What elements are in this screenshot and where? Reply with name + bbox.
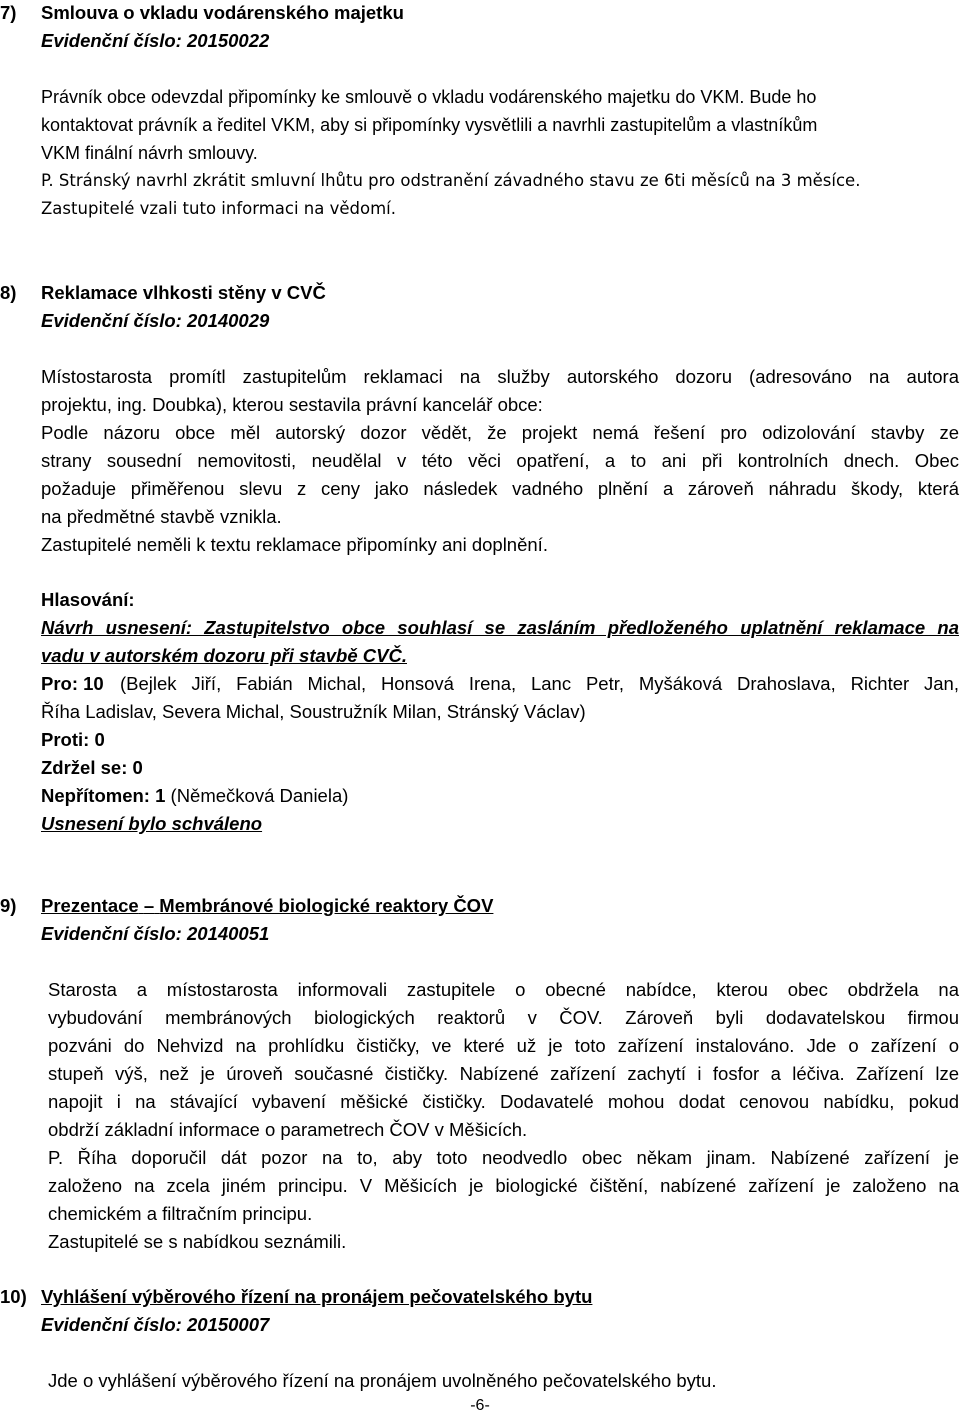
section-9-body-line: napojit i na stávající vybavení měšické čističky. Dodavatelé mohou dodat cenovou nabídku, pokud bbox=[48, 1091, 959, 1112]
vote-absent-label: Nepřítomen: 1 bbox=[41, 785, 166, 806]
section-9-body-line: stupeň výš, než je úroveň současné čističky. Nabízené zařízení zachytí i fosfor a léčiva. Zařízení lze bbox=[48, 1063, 959, 1084]
section-7-para-1-line: kontaktovat právník a ředitel VKM, aby si připomínky vysvětlili a navrhli zastupitelům a vlastníkům bbox=[41, 115, 818, 135]
section-8-number: 8) bbox=[0, 282, 17, 303]
section-8-evidence-number: Evidenční číslo: 20140029 bbox=[41, 310, 270, 331]
section-7-para-2-line: P. Stránský navrhl zkrátit smluvní lhůtu pro odstranění závadného stavu ze 6ti měsíců na 3 měsíce. bbox=[41, 171, 861, 190]
section-9-title-part: Prezentace bbox=[41, 895, 139, 916]
section-9-body-line: založeno na zcela jiném principu. V Měšicích je biologické čištění, nabízené zařízení je založeno na bbox=[48, 1175, 959, 1196]
section-10-number: 10) bbox=[0, 1286, 27, 1307]
section-7-evidence-number: Evidenční číslo: 20150022 bbox=[41, 30, 270, 51]
vote-pro-line bbox=[41, 673, 104, 695]
section-9-body-line: P. Říha doporučil dát pozor na to, aby toto neodvedlo obec někam jinam. Nabízené zařízení je bbox=[48, 1147, 959, 1168]
section-8-body-line: strany sousední nemovitosti, neudělal v této věci opatření, a to ani při kontrolních dnech. Obec bbox=[41, 450, 959, 471]
section-9-body-line: vybudování membránových biologických reaktorů v ČOV. Zároveň byli dodavatelskou firmou bbox=[48, 1007, 959, 1028]
vote-heading: Hlasování: bbox=[41, 589, 135, 610]
section-9-number: 9) bbox=[0, 895, 17, 916]
resolution-result: Usnesení bylo schváleno bbox=[41, 813, 263, 834]
section-9-body-line: obdrží základní informace o parametrech ČOV v Měšicích. bbox=[48, 1119, 528, 1140]
section-7-number: 7) bbox=[0, 2, 17, 23]
vote-pro-names: Říha Ladislav, Severa Michal, Soustružník Milan, Stránský Václav) bbox=[41, 701, 586, 722]
section-9-body-line: chemickém a filtračním principu. bbox=[48, 1203, 313, 1224]
section-7-para-1-line: Právník obce odevzdal připomínky ke smlouvě o vkladu vodárenského majetku do VKM. Bude ho bbox=[41, 87, 817, 107]
section-9-title-part: Membránové biologické reaktory ČOV bbox=[159, 895, 494, 916]
section-7-para-2-line: Zastupitelé vzali tuto informaci na vědomí. bbox=[41, 199, 397, 218]
section-10-body: Jde o vyhlášení výběrového řízení na pronájem uvolněného pečovatelského bytu. bbox=[48, 1370, 717, 1391]
section-9-title bbox=[41, 895, 493, 917]
vote-pro-label: Pro: 10 bbox=[41, 673, 104, 694]
section-7-para-1-line: VKM finální návrh smlouvy. bbox=[41, 143, 258, 163]
section-9-title-dash: – bbox=[143, 895, 155, 916]
section-9-evidence-number: Evidenční číslo: 20140051 bbox=[41, 923, 270, 944]
section-8-body-line: Místostarosta promítl zastupitelům reklamaci na služby autorského dozoru (adresováno na autora bbox=[41, 366, 959, 387]
section-9-body-line: pozváni do Nehvizd na prohlídku čističky, ve které už je toto zařízení instalováno. Jde o zařízení o bbox=[48, 1035, 959, 1056]
section-10-title: Vyhlášení výběrového řízení na pronájem pečovatelského bytu bbox=[41, 1286, 593, 1307]
vote-against: Proti: 0 bbox=[41, 729, 105, 750]
vote-abstain: Zdržel se: 0 bbox=[41, 757, 143, 778]
resolution-proposal-line: vadu v autorském dozoru při stavbě CVČ. bbox=[41, 645, 407, 666]
section-10-evidence-number: Evidenční číslo: 20150007 bbox=[41, 1314, 270, 1335]
page-number: -6- bbox=[470, 1397, 490, 1414]
section-9-body-line: Starosta a místostarosta informovali zastupitele o obecné nabídce, kterou obec obdržela na bbox=[48, 979, 959, 1000]
section-8-title: Reklamace vlhkosti stěny v CVČ bbox=[41, 282, 326, 303]
section-7-title: Smlouva o vkladu vodárenského majetku bbox=[41, 2, 404, 23]
section-8-body-line: požaduje přiměřenou slevu z ceny jako následek vadného plnění a zároveň náhradu škody, která bbox=[41, 478, 959, 499]
vote-absent-names: (Němečková Daniela) bbox=[170, 785, 349, 806]
section-9-body-line: Zastupitelé se s nabídkou seznámili. bbox=[48, 1231, 347, 1252]
section-8-body-line: projektu, ing. Doubka), kterou sestavila právní kancelář obce: bbox=[41, 394, 543, 415]
section-8-body-line: Podle názoru obce měl autorský dozor vědět, že projekt nemá řešení pro odizolování stavby ze bbox=[41, 422, 959, 443]
vote-pro-names: (Bejlek Jiří, Fabián Michal, Honsová Irena, Lanc Petr, Myšáková Drahoslava, Richter Jan, bbox=[120, 673, 959, 694]
section-8-body-line: Zastupitelé neměli k textu reklamace připomínky ani doplnění. bbox=[41, 534, 548, 555]
vote-absent-line bbox=[41, 785, 348, 807]
resolution-proposal-line: Návrh usnesení: Zastupitelstvo obce souhlasí se zasláním předloženého uplatnění reklamace na bbox=[41, 617, 959, 638]
section-8-body-line: na předmětné stavbě vznikla. bbox=[41, 506, 282, 527]
